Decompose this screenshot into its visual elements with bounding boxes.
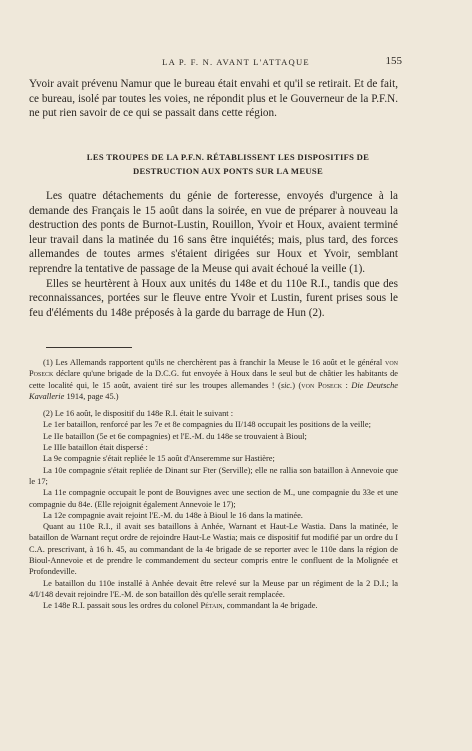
page-header <box>0 55 472 69</box>
footnote-text: : <box>342 380 352 390</box>
footnote-emphasis: sic. <box>280 380 293 390</box>
footnote-text: Le 148e R.I. passait sous les ordres du colonel <box>43 601 201 611</box>
page-number: 155 <box>385 55 402 67</box>
paragraph: Les quatre détachements du génie de forteresse, envoyés d'urgence à la demande des Français le 15 août dans la soirée, en vue de préparer à nouveau la destruction des ponts de Burnot-Lustin, Rouillon, Yvoir et Houx, avaient terminé leur travail dans la matinée du 16 sans être inquiétés; mais, plus tard, des forces allemandes de toutes armes s'étaient dirigées sur Houx et Yvoir, semblant reprendre la tentative de passage de la Meuse qui avait échoué la veille (1). <box>29 190 398 275</box>
footnote-text: ) ( <box>292 380 302 390</box>
footnote-2-line: Le IIIe bataillon était dispersé : <box>43 443 148 453</box>
author-name: von Poseck <box>29 358 398 379</box>
running-head: LA P. F. N. AVANT L'ATTAQUE <box>162 57 310 67</box>
person-name: Pétain <box>200 601 223 611</box>
footnote-2-last <box>29 600 398 611</box>
section-title: LES TROUPES DE LA P.F.N. RÉTABLISSENT LES DISPOSITIFS DE DESTRUCTION AUX PONTS SUR LA MEUSE <box>86 152 370 176</box>
main-text <box>29 189 398 320</box>
footnote-separator <box>46 347 132 348</box>
footnote-2-line: La 11e compagnie occupait le pont de Bouvignes avec une section de M., une compagnie du 33e et une compagnie du 84e. (Elle rejoignit également Annevoie le 17); <box>29 488 398 509</box>
book-title: Die Deutsche Kavallerie <box>29 380 399 401</box>
footnote-2-line: Le IIe bataillon (5e et 6e compagnies) et l'E.-M. du 148e se trouvaient à Bioul; <box>43 431 307 441</box>
footnote-2-line: La 9e compagnie s'était repliée le 15 août d'Anseremme sur Hastière; <box>43 454 275 464</box>
footnote-text: , commandant la 4e brigade. <box>222 601 318 611</box>
intro-text <box>29 77 398 121</box>
footnote-2-line: Le 1er bataillon, renforcé par les 7e et 8e compagnies du II/148 occupait les positions de la veille; <box>43 420 371 430</box>
footnote-2-line: Le bataillon du 110e installé à Anhée devait être relevé sur la Meuse par un régiment de la 2 D.I.; la 4/I/148 devait rejoindre l'E.-M. de son bataillon dès qu'elle serait remplacée. <box>29 578 398 599</box>
footnote-1 <box>29 357 398 402</box>
paragraph: Elles se heurtèrent à Houx aux unités du 148e et du 110e R.I., tandis que des reconnaissances, portées sur le fleuve entre Yvoir et Lustin, furent prises sous le feu d'éléments du 148e préposés à la garde du barrage de Hun (2). <box>29 277 398 319</box>
author-name: von Poseck <box>301 380 343 390</box>
footnote-text: 1914, page 45.) <box>64 391 119 401</box>
footnote-2-line: Quant au 110e R.I., il avait ses bataillons à Anhée, Warnant et Haut-Le Wastia. Dans la matinée, le bataillon de Warnant reçut ordre de rejoindre Haut-Le Wastia; mais ce dispositif fut modifié par un ordre du I C.A. prescrivant, à 16 h. 45, au commandant de la 4e brigade de se reporter avec le 110e dans la région de Bioul-Annevoie et de prendre le commandement du secteur compris entre le confluent de la Molignée et Profondeville. <box>29 522 398 577</box>
footnote-2-line: (2) Le 16 août, le dispositif du 148e R.I. était le suivant : <box>43 409 234 419</box>
footnote-2-line: La 10e compagnie s'était repliée de Dinant sur Fter (Serville); elle ne rallia son bataillon à Annevoie que le 17; <box>29 465 398 486</box>
paragraph: Yvoir avait prévenu Namur que le bureau était envahi et qu'il se retirait. Et de fait, ce bureau, isolé par toutes les voies, ne répondit plus et le Gouverneur de la P.F.N. ne put rien savoir de ce qui se passait dans cette région. <box>29 78 398 120</box>
footnote-text: déclare qu'une brigade de la D.C.G. fut envoyée à Houx dans le seul but de châtier les habitants de cette localité qui, le 15 août, avaient tiré sur les troupes allemandes ! ( <box>29 369 398 390</box>
footnotes <box>29 357 398 612</box>
footnote-2-line: La 12e compagnie avait rejoint l'E.-M. du 148e à Bioul le 16 dans la matinée. <box>43 510 303 520</box>
footnote-text: (1) Les Allemands rapportent qu'ils ne cherchèrent pas à franchir la Meuse le 16 août et le général <box>43 358 385 367</box>
